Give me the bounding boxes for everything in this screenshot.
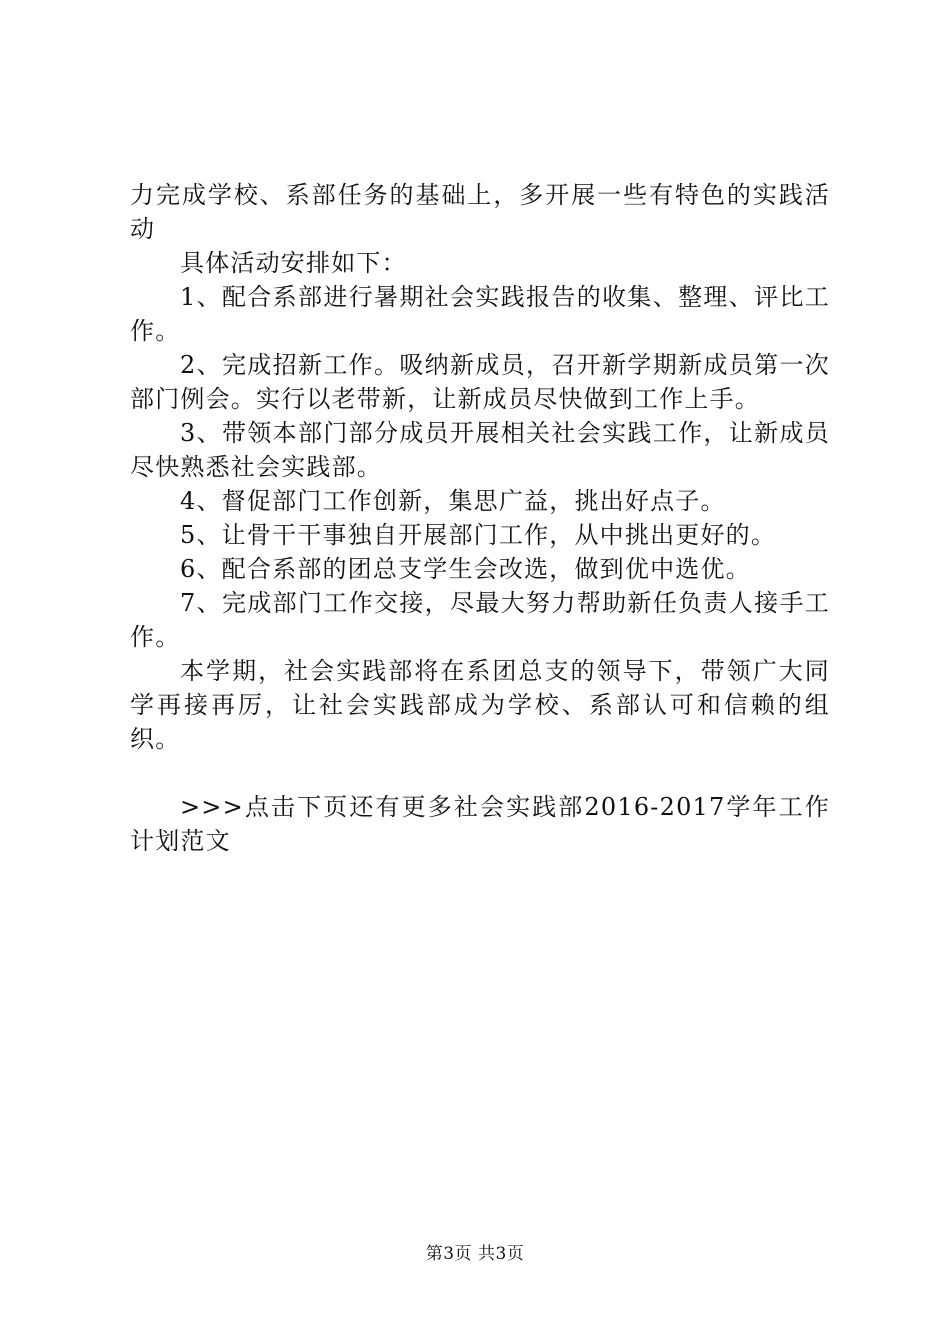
list-item: 7、完成部门工作交接，尽最大努力帮助新任负责人接手工作。 xyxy=(130,589,830,651)
blank-line xyxy=(130,756,830,790)
list-item: 2、完成招新工作。吸纳新成员，召开新学期新成员第一次部门例会。实行以老带新，让新成员尽快做到工作上手。 xyxy=(130,351,830,413)
more-link[interactable]: >>>点击下页还有更多社会实践部2016-2017学年工作计划范文 xyxy=(130,793,830,855)
list-item: 6、配合系部的团总支学生会改选，做到优中选优。 xyxy=(180,555,751,583)
list-item: 1、配合系部进行暑期社会实践报告的收集、整理、评比工作。 xyxy=(130,283,830,345)
paragraph-conclusion: 本学期，社会实践部将在系团总支的领导下，带领广大同学再接再厉，让社会实践部成为学校、系部认可和信赖的组织。 xyxy=(130,657,830,753)
document-body xyxy=(130,178,830,858)
list-item: 3、带领本部门部分成员开展相关社会实践工作，让新成员尽快熟悉社会实践部。 xyxy=(130,419,830,481)
page-number-footer: 第3页 共3页 xyxy=(425,1244,525,1264)
list-item: 5、让骨干干事独自开展部门工作，从中挑出更好的。 xyxy=(180,521,777,549)
paragraph-intro: 具体活动安排如下： xyxy=(180,249,407,277)
list-item: 4、督促部门工作创新，集思广益，挑出好点子。 xyxy=(180,487,726,515)
paragraph-continuation: 力完成学校、系部任务的基础上，多开展一些有特色的实践活动 xyxy=(130,181,830,243)
